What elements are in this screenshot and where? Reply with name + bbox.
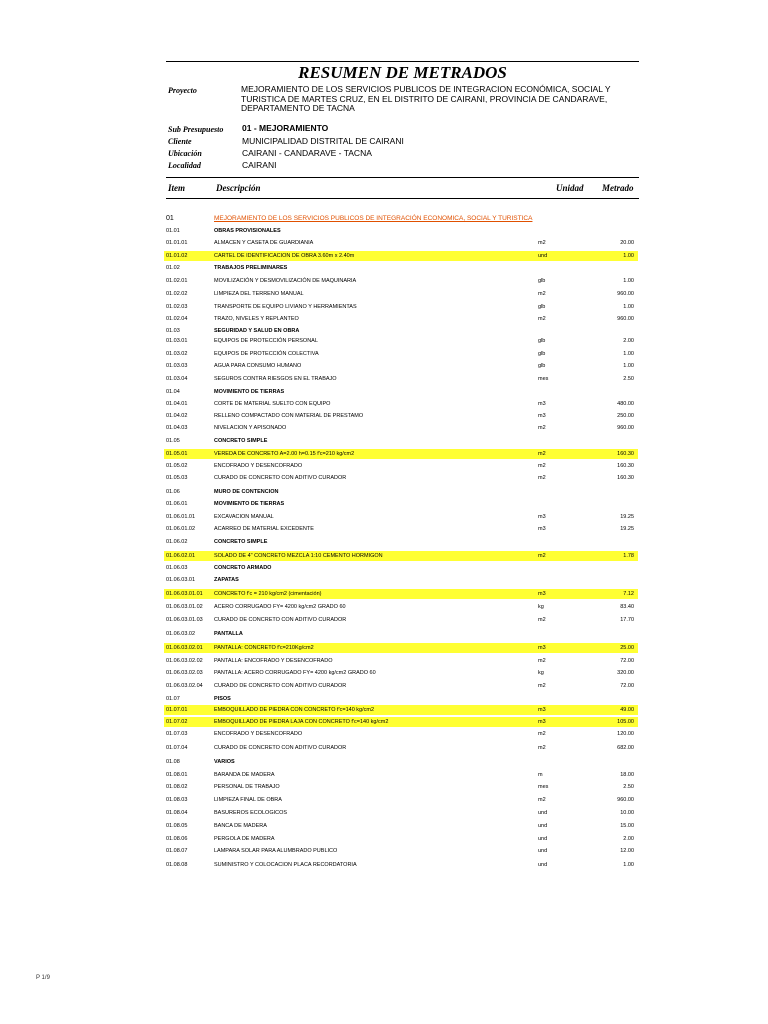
item-description: BARANDA DE MADERA: [214, 772, 275, 778]
item-unit: mes: [538, 784, 549, 790]
item-unit: glb: [538, 363, 546, 369]
item-description: CURADO DE CONCRETO CON ADITIVO CURADOR: [214, 683, 347, 689]
item-description: SEGURIDAD Y SALUD EN OBRA: [214, 328, 300, 334]
table-row: [164, 729, 638, 739]
item-code: 01.08.02: [166, 784, 188, 790]
item-description: ZAPATAS: [214, 577, 239, 583]
table-row: [164, 743, 638, 753]
item-metrado: 250.00: [617, 413, 634, 419]
item-description: CORTE DE MATERIAL SUELTO CON EQUIPO: [214, 401, 331, 407]
item-description: LAMPARA SOLAR PARA ALUMBRADO PUBLICO: [214, 848, 338, 854]
item-description: TRAZO, NIVELES Y REPLANTEO: [214, 316, 299, 322]
item-metrado: 1.00: [623, 351, 634, 357]
item-metrado: 2.00: [623, 338, 634, 344]
item-description: LIMPIEZA DEL TERRENO MANUAL: [214, 291, 304, 297]
item-code: 01.03.02: [166, 351, 188, 357]
column-header-descripcion: Descripción: [216, 183, 261, 193]
item-description: MOVILIZACIÓN Y DESMOVILIZACIÓN DE MAQUINARIA: [214, 278, 357, 284]
item-code: 01.04.01: [166, 401, 188, 407]
table-row: [164, 589, 638, 599]
table-row: [164, 289, 638, 299]
item-code: 01.06.03.01.02: [166, 604, 203, 610]
item-unit: m2: [538, 425, 546, 431]
item-code: 01: [166, 215, 174, 222]
item-description: LIMPIEZA FINAL DE OBRA: [214, 797, 282, 803]
item-description: BANCA DE MADERA: [214, 823, 267, 829]
item-description: ACERO CORRUGADO FY= 4200 kg/cm2 GRADO 60: [214, 604, 346, 610]
table-row: [164, 770, 638, 780]
item-unit: glb: [538, 338, 546, 344]
item-code: 01.04: [166, 389, 180, 395]
table-row: [164, 524, 638, 534]
title-top-rule: [166, 61, 639, 62]
item-description: EMBOQUILLADO DE PIEDRA CON CONCRETO f'c=140 kg/cm2: [214, 707, 375, 713]
table-row: [164, 487, 638, 497]
item-description: PANTALLA: [214, 631, 243, 637]
table-row: [164, 795, 638, 805]
item-unit: und: [538, 810, 548, 816]
item-unit: m2: [538, 658, 546, 664]
table-row: [164, 757, 638, 767]
item-code: 01.03.01: [166, 338, 188, 344]
table-row: [164, 473, 638, 483]
item-metrado: 1.00: [623, 304, 634, 310]
item-unit: m3: [538, 719, 546, 725]
item-description: CONCRETO SIMPLE: [214, 438, 268, 444]
item-code: 01.08: [166, 759, 180, 765]
item-code: 01.05.02: [166, 463, 188, 469]
item-description: SEGUROS CONTRA RIESGOS EN EL TRABAJO: [214, 376, 337, 382]
item-metrado: 960.00: [617, 797, 634, 803]
item-description: TRANSPORTE DE EQUIPO LIVIANO Y HERRAMIENTAS: [214, 304, 357, 310]
item-unit: und: [538, 253, 548, 259]
item-description: PANTALLA: ENCOFRADO Y DESENCOFRADO: [214, 658, 333, 664]
header-top-rule: [166, 177, 639, 178]
item-metrado: 15.00: [620, 823, 634, 829]
table-row: [164, 668, 638, 678]
table-row: [164, 537, 638, 547]
item-code: 01.08.05: [166, 823, 188, 829]
table-row: [164, 643, 638, 653]
item-description: VARIOS: [214, 759, 235, 765]
sub-presupuesto-value: 01 - MEJORAMIENTO: [242, 123, 329, 133]
item-unit: glb: [538, 278, 546, 284]
item-description: NIVELACION Y APISONADO: [214, 425, 287, 431]
item-description: PISOS: [214, 696, 231, 702]
item-metrado: 1.00: [623, 363, 634, 369]
item-unit: kg: [538, 604, 544, 610]
item-description: CURADO DE CONCRETO CON ADITIVO CURADOR: [214, 745, 347, 751]
label-proyecto: Proyecto: [168, 86, 197, 95]
item-unit: glb: [538, 304, 546, 310]
table-row: [164, 349, 638, 359]
table-row: [164, 782, 638, 792]
item-unit: kg: [538, 670, 544, 676]
item-metrado: 1.00: [623, 278, 634, 284]
item-code: 01.03.03: [166, 363, 188, 369]
column-header-item: Item: [168, 183, 185, 193]
item-metrado: 320.00: [617, 670, 634, 676]
item-metrado: 2.00: [623, 836, 634, 842]
item-metrado: 1.78: [623, 553, 634, 559]
item-code: 01.06.02: [166, 539, 188, 545]
item-code: 01.04.03: [166, 425, 188, 431]
item-unit: und: [538, 823, 548, 829]
table-row: [164, 399, 638, 409]
item-code: 01.08.06: [166, 836, 188, 842]
item-code: 01.08.04: [166, 810, 188, 816]
table-row: [164, 602, 638, 612]
item-description: ALMACEN Y CASETA DE GUARDIANIA: [214, 240, 314, 246]
table-row: [164, 226, 638, 236]
table-row: [164, 336, 638, 346]
item-description: CONCRETO SIMPLE: [214, 539, 268, 545]
item-unit: m: [538, 772, 543, 778]
header-bottom-rule: [166, 198, 639, 199]
item-code: 01.06.03.02.04: [166, 683, 203, 689]
item-metrado: 18.00: [620, 772, 634, 778]
item-description: EXCAVACION MANUAL: [214, 514, 274, 520]
item-code: 01.06.03: [166, 565, 188, 571]
item-metrado: 10.00: [620, 810, 634, 816]
item-code: 01.05.03: [166, 475, 188, 481]
table-row: [164, 314, 638, 324]
item-metrado: 160.30: [617, 451, 634, 457]
item-code: 01.06.03.02.02: [166, 658, 203, 664]
item-description: CURADO DE CONCRETO CON ADITIVO CURADOR: [214, 475, 347, 481]
item-unit: m2: [538, 731, 546, 737]
table-row: [164, 214, 638, 224]
item-description: CURADO DE CONCRETO CON ADITIVO CURADOR: [214, 617, 347, 623]
item-metrado: 960.00: [617, 291, 634, 297]
item-description: RELLENO COMPACTADO CON MATERIAL DE PRESTAMO: [214, 413, 364, 419]
item-description: AGUA PARA CONSUMO HUMANO: [214, 363, 302, 369]
item-code: 01.08.07: [166, 848, 188, 854]
label-sub-presupuesto: Sub Presupuesto: [168, 125, 224, 134]
item-unit: m2: [538, 451, 546, 457]
item-code: 01.01.01: [166, 240, 188, 246]
table-row: [164, 436, 638, 446]
item-description: CONCRETO f'c = 210 kg/cm2 (cimentación): [214, 591, 322, 597]
item-unit: m2: [538, 745, 546, 751]
item-metrado: 20.00: [620, 240, 634, 246]
item-metrado: 7.12: [623, 591, 634, 597]
item-code: 01.07: [166, 696, 180, 702]
item-code: 01.03: [166, 328, 180, 334]
table-row: [164, 860, 638, 870]
item-code: 01.04.02: [166, 413, 188, 419]
table-row: [164, 423, 638, 433]
item-metrado: 25.00: [620, 645, 634, 651]
item-metrado: 105.00: [617, 719, 634, 725]
item-metrado: 72.00: [620, 658, 634, 664]
item-code: 01.01.02: [166, 253, 188, 259]
item-metrado: 17.70: [620, 617, 634, 623]
item-metrado: 12.00: [620, 848, 634, 854]
item-description: MURO DE CONTENCION: [214, 489, 279, 495]
page-number: P 1/9: [36, 975, 50, 981]
item-metrado: 19.25: [620, 526, 634, 532]
item-unit: glb: [538, 351, 546, 357]
item-code: 01.07.03: [166, 731, 188, 737]
cliente-value: MUNICIPALIDAD DISTRITAL DE CAIRANI: [242, 136, 404, 146]
item-description: PANTALLA: CONCRETO f'c=210Kg/cm2: [214, 645, 314, 651]
item-unit: m2: [538, 475, 546, 481]
item-unit: m2: [538, 797, 546, 803]
table-row: [164, 808, 638, 818]
item-description: CARTEL DE IDENTIFICACION DE OBRA 3.60m x 2.40m: [214, 253, 355, 259]
item-metrado: 19.25: [620, 514, 634, 520]
item-metrado: 480.00: [617, 401, 634, 407]
item-description: MEJORAMIENTO DE LOS SERVICIOS PUBLICOS DE INTEGRACIÓN ECONOMICA, SOCIAL Y TURISTICA: [214, 215, 533, 222]
table-row: [164, 656, 638, 666]
table-row: [164, 411, 638, 421]
table-row: [164, 512, 638, 522]
table-row: [164, 499, 638, 509]
item-unit: m3: [538, 591, 546, 597]
item-metrado: 120.00: [617, 731, 634, 737]
item-code: 01.02.04: [166, 316, 188, 322]
table-row: [164, 834, 638, 844]
item-description: EMBOQUILLADO DE PIEDRA LAJA CON CONCRETO f'c=140 kg/cm2: [214, 719, 389, 725]
item-unit: m3: [538, 645, 546, 651]
table-row: [164, 705, 638, 715]
table-row: [164, 251, 638, 261]
item-unit: m2: [538, 291, 546, 297]
column-header-metrado: Metrado: [602, 183, 634, 193]
item-unit: m2: [538, 316, 546, 322]
table-row: [164, 563, 638, 573]
item-description: CONCRETO ARMADO: [214, 565, 272, 571]
table-row: [164, 276, 638, 286]
table-row: [164, 449, 638, 459]
item-description: VEREDA DE CONCRETO A=2.00 h=0.15 f'c=210 kg/cm2: [214, 451, 355, 457]
table-row: [164, 263, 638, 273]
item-code: 01.07.02: [166, 719, 188, 725]
item-code: 01.06.03.01: [166, 577, 196, 583]
item-code: 01.06.01.02: [166, 526, 196, 532]
item-unit: m2: [538, 553, 546, 559]
item-unit: m2: [538, 617, 546, 623]
column-header-unidad: Unidad: [556, 183, 584, 193]
table-row: [164, 846, 638, 856]
table-row: [164, 302, 638, 312]
item-description: SUMINISTRO Y COLOCACION PLACA RECORDATORIA: [214, 862, 357, 868]
item-description: EQUIPOS DE PROTECCIÓN PERSONAL: [214, 338, 318, 344]
item-code: 01.03.04: [166, 376, 188, 382]
project-description: MEJORAMIENTO DE LOS SERVICIOS PUBLICOS DE INTEGRACION ECONÓMICA, SOCIAL Y TURISTICA DE MARTES CRUZ, EN EL DISTRITO DE CAIRANI, PROVINCIA DE CANDARAVE, DEPARTAMENTO DE TACNA: [241, 84, 611, 113]
item-metrado: 160.30: [617, 475, 634, 481]
item-metrado: 49.00: [620, 707, 634, 713]
item-metrado: 2.50: [623, 784, 634, 790]
table-row: [164, 575, 638, 585]
item-unit: m3: [538, 514, 546, 520]
item-metrado: 1.00: [623, 862, 634, 868]
item-metrado: 1.00: [623, 253, 634, 259]
item-metrado: 83.40: [620, 604, 634, 610]
item-code: 01.06.03.01.03: [166, 617, 203, 623]
item-code: 01.06: [166, 489, 180, 495]
item-unit: und: [538, 862, 548, 868]
item-description: MOVIMIENTO DE TIERRAS: [214, 501, 285, 507]
item-metrado: 682.00: [617, 745, 634, 751]
item-code: 01.05: [166, 438, 180, 444]
label-cliente: Cliente: [168, 137, 192, 146]
item-code: 01.06.03.02.01: [166, 645, 203, 651]
item-unit: m3: [538, 526, 546, 532]
table-row: [164, 238, 638, 248]
item-code: 01.02.03: [166, 304, 188, 310]
item-description: MOVIMIENTO DE TIERRAS: [214, 389, 285, 395]
ubicacion-value: CAIRANI - CANDARAVE - TACNA: [242, 148, 372, 158]
item-code: 01.02: [166, 265, 180, 271]
item-metrado: 2.50: [623, 376, 634, 382]
item-code: 01.06.01: [166, 501, 188, 507]
item-code: 01.08.01: [166, 772, 188, 778]
item-unit: m3: [538, 401, 546, 407]
item-unit: und: [538, 848, 548, 854]
table-row: [164, 461, 638, 471]
item-description: EQUIPOS DE PROTECCIÓN COLECTIVA: [214, 351, 319, 357]
item-code: 01.02.01: [166, 278, 188, 284]
item-metrado: 72.00: [620, 683, 634, 689]
label-ubicacion: Ubicación: [168, 149, 202, 158]
table-row: [164, 361, 638, 371]
table-row: [164, 387, 638, 397]
table-row: [164, 374, 638, 384]
item-description: BASUREROS ECOLOGICOS: [214, 810, 288, 816]
item-code: 01.06.03.01.01: [166, 591, 203, 597]
localidad-value: CAIRANI: [242, 160, 277, 170]
item-description: SOLADO DE 4" CONCRETO MEZCLA 1:10 CEMENTO HORMIGON: [214, 553, 383, 559]
item-metrado: 960.00: [617, 316, 634, 322]
item-unit: m2: [538, 463, 546, 469]
item-code: 01.02.02: [166, 291, 188, 297]
item-description: ENCOFRADO Y DESENCOFRADO: [214, 731, 303, 737]
item-description: ENCOFRADO Y DESENCOFRADO: [214, 463, 303, 469]
item-description: TRABAJOS PRELIMINARES: [214, 265, 288, 271]
item-code: 01.07.01: [166, 707, 188, 713]
item-description: OBRAS PROVISIONALES: [214, 228, 281, 234]
table-row: [164, 821, 638, 831]
item-metrado: 160.30: [617, 463, 634, 469]
table-row: [164, 681, 638, 691]
item-code: 01.06.03.02.03: [166, 670, 203, 676]
item-code: 01.06.02.01: [166, 553, 196, 559]
item-code: 01.07.04: [166, 745, 188, 751]
item-unit: m2: [538, 240, 546, 246]
item-description: PERGOLA DE MADERA: [214, 836, 275, 842]
table-row: [164, 694, 638, 704]
table-row: [164, 717, 638, 727]
item-unit: und: [538, 836, 548, 842]
item-code: 01.05.01: [166, 451, 188, 457]
item-code: 01.08.03: [166, 797, 188, 803]
table-row: [164, 615, 638, 625]
item-code: 01.01: [166, 228, 180, 234]
label-localidad: Localidad: [168, 161, 201, 170]
item-description: PANTALLA: ACERO CORRUGADO FY= 4200 kg/cm2 GRADO 60: [214, 670, 376, 676]
item-code: 01.06.01.01: [166, 514, 196, 520]
item-unit: mes: [538, 376, 549, 382]
item-description: PERSONAL DE TRABAJO: [214, 784, 280, 790]
item-unit: m3: [538, 707, 546, 713]
item-code: 01.08.08: [166, 862, 188, 868]
item-unit: m3: [538, 413, 546, 419]
item-unit: m2: [538, 683, 546, 689]
item-code: 01.06.03.02: [166, 631, 196, 637]
table-row: [164, 326, 638, 336]
table-row: [164, 551, 638, 561]
item-description: ACARREO DE MATERIAL EXCEDENTE: [214, 526, 314, 532]
page-title: RESUMEN DE METRADOS: [298, 63, 507, 82]
item-metrado: 960.00: [617, 425, 634, 431]
table-row: [164, 629, 638, 639]
